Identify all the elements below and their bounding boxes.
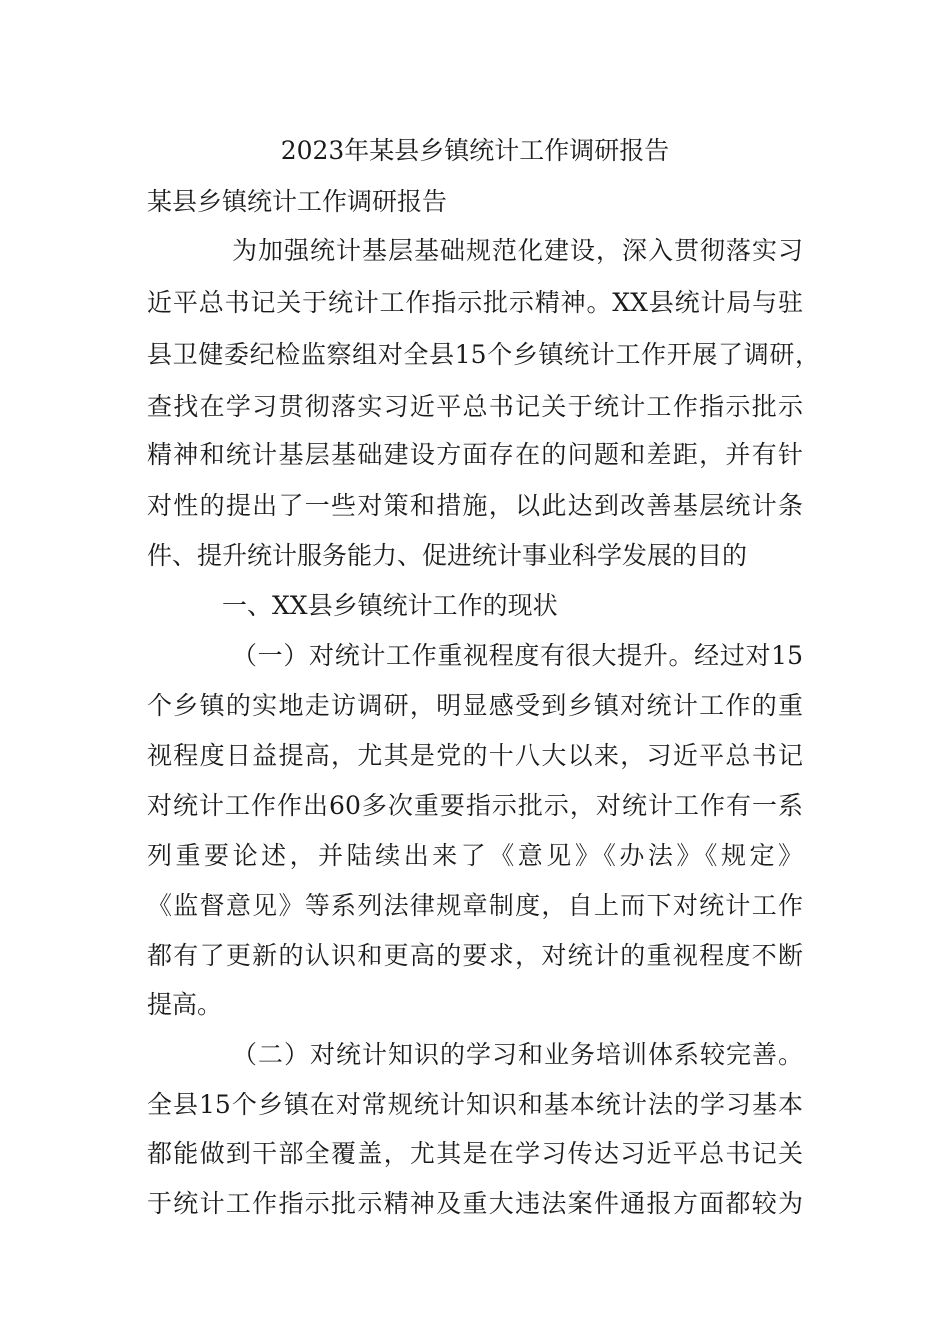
paragraph-line: 为加强统计基层基础规范化建设，深入贯彻落实习	[232, 236, 803, 265]
paragraph-line: 查找在学习贯彻落实习近平总书记关于统计工作指示批示	[147, 392, 803, 421]
paragraph-line: 《监督意见》等系列法律规章制度，自上而下对统计工作	[147, 891, 803, 920]
paragraph-line: （二）对统计知识的学习和业务培训体系较完善。	[232, 1040, 803, 1069]
document-title: 2023年某县乡镇统计工作调研报告	[280, 136, 670, 165]
paragraph-line: 对统计工作作出60多次重要指示批示，对统计工作有一系	[147, 791, 803, 820]
paragraph-line: 视程度日益提高，尤其是党的十八大以来，习近平总书记	[147, 741, 803, 770]
paragraph-line: 近平总书记关于统计工作指示批示精神。XX县统计局与驻	[147, 288, 803, 317]
paragraph-line: （一）对统计工作重视程度有很大提升。经过对15	[232, 641, 803, 670]
paragraph-line: 于统计工作指示批示精神及重大违法案件通报方面都较为	[147, 1189, 803, 1218]
paragraph-line: 对性的提出了一些对策和措施，以此达到改善基层统计条	[147, 491, 803, 520]
document-subtitle: 某县乡镇统计工作调研报告	[147, 187, 448, 216]
paragraph-line: 县卫健委纪检监察组对全县15个乡镇统计工作开展了调研，	[147, 340, 820, 369]
paragraph-line: 精神和统计基层基础建设方面存在的问题和差距，并有针	[147, 440, 803, 469]
paragraph-line: 提高。	[147, 990, 223, 1019]
paragraph-line: 个乡镇的实地走访调研，明显感受到乡镇对统计工作的重	[147, 691, 803, 720]
paragraph-line: 都有了更新的认识和更高的要求，对统计的重视程度不断	[147, 941, 803, 970]
paragraph-line: 列重要论述，并陆续出来了《意见》《办法》《规定》	[147, 841, 803, 870]
paragraph-line: 全县15个乡镇在对常规统计知识和基本统计法的学习基本	[147, 1090, 803, 1119]
paragraph-line: 都能做到干部全覆盖，尤其是在学习传达习近平总书记关	[147, 1139, 803, 1168]
paragraph-line: 件、提升统计服务能力、促进统计事业科学发展的目的	[147, 541, 748, 570]
section-heading: 一、XX县乡镇统计工作的现状	[222, 591, 558, 620]
